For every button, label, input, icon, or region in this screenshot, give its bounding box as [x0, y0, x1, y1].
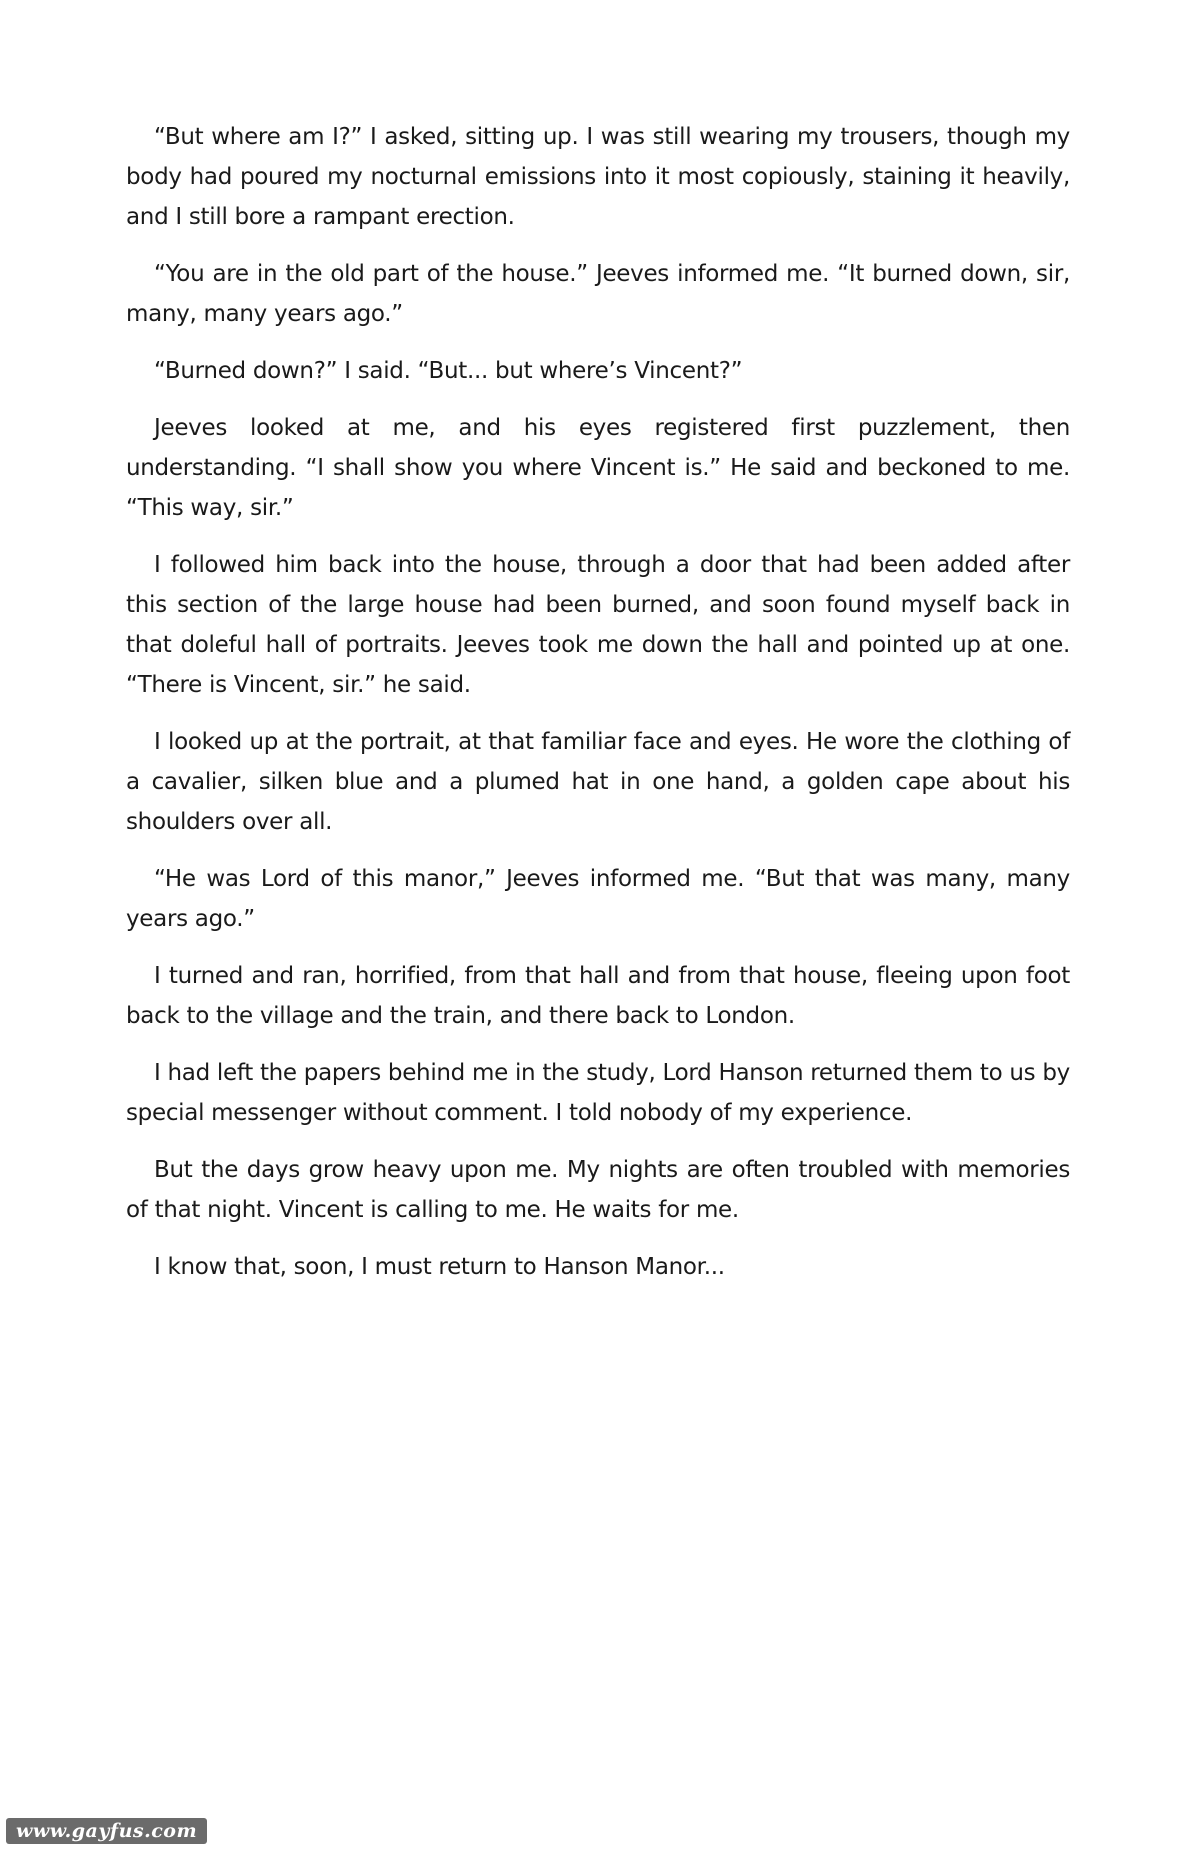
watermark: www.gayfus.com [6, 1818, 207, 1844]
paragraph: But the days grow heavy upon me. My nights are often troubled with memories of that night. Vincent is calling to me. He waits for me. [126, 1157, 1070, 1223]
paragraph: “But where am I?” I asked, sitting up. I was still wearing my trousers, though my body had poured my nocturnal emissions into it most copiously, staining it heavily, and I still bore a rampant erection. [126, 124, 1070, 230]
story-text [126, 117, 1070, 1304]
paragraph: “You are in the old part of the house.” Jeeves informed me. “It burned down, sir, many, many years ago.” [126, 261, 1070, 327]
paragraph: “Burned down?” I said. “But... but where’s Vincent?” [154, 358, 743, 384]
paragraph: I looked up at the portrait, at that familiar face and eyes. He wore the clothing of a cavalier, silken blue and a plumed hat in one hand, a golden cape about his shoulders over all. [126, 729, 1070, 835]
paragraph: I know that, soon, I must return to Hanson Manor... [154, 1254, 725, 1280]
paragraph: I turned and ran, horrified, from that hall and from that house, fleeing upon foot back to the village and the train, and there back to London. [126, 963, 1070, 1029]
paragraph: Jeeves looked at me, and his eyes registered first puzzlement, then understanding. “I shall show you where Vincent is.” He said and beckoned to me. “This way, sir.” [126, 415, 1070, 521]
paragraph: I had left the papers behind me in the study, Lord Hanson returned them to us by special messenger without comment. I told nobody of my experience. [126, 1060, 1070, 1126]
paragraph: I followed him back into the house, through a door that had been added after this section of the large house had been burned, and soon found myself back in that doleful hall of portraits. Jeeves took me down the hall and pointed up at one. “There is Vincent, sir.” he said. [126, 552, 1070, 698]
paragraph: “He was Lord of this manor,” Jeeves informed me. “But that was many, many years ago.” [126, 866, 1070, 932]
